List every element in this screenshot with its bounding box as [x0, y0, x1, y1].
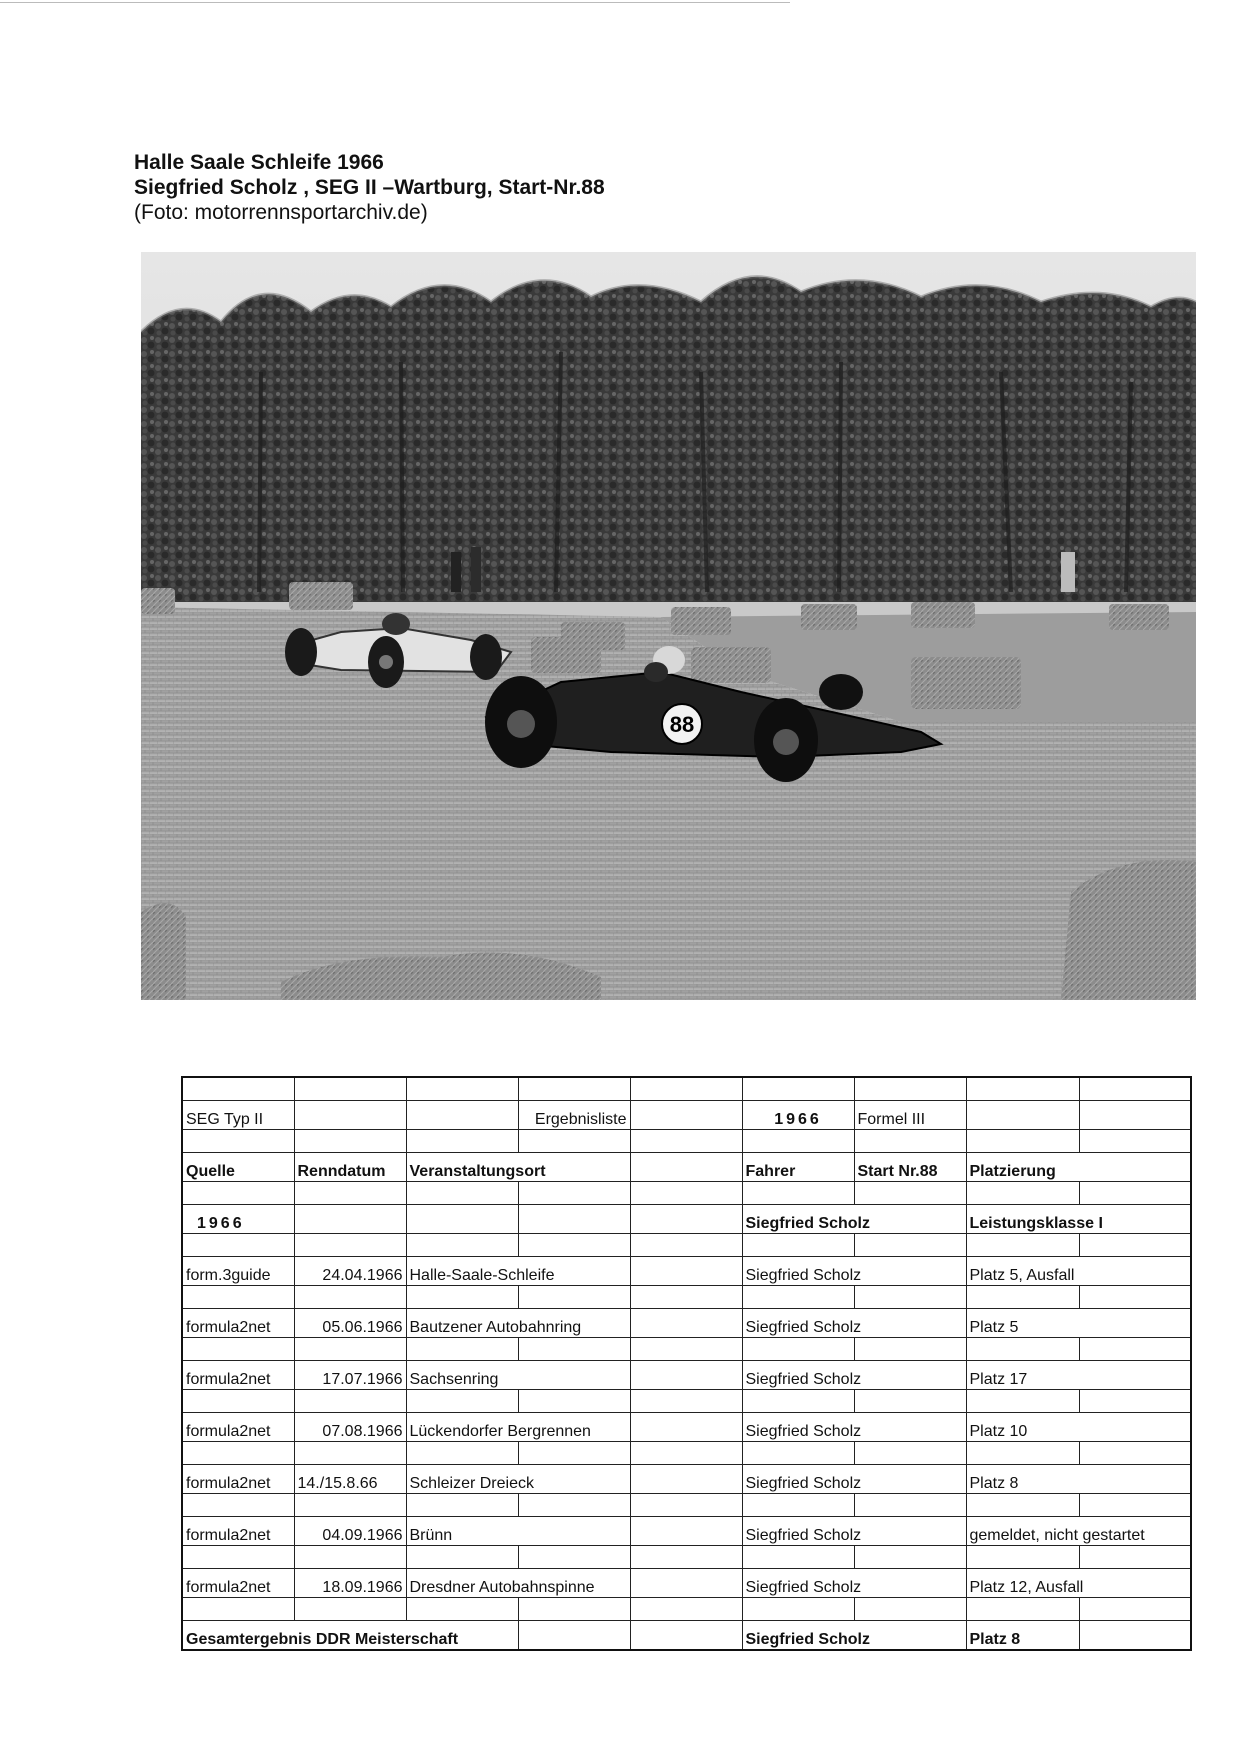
row-driver: Siegfried Scholz	[742, 1413, 966, 1442]
table-spacer-row	[182, 1130, 1191, 1153]
race-photo	[141, 252, 1196, 1000]
col-header-start-number: Start Nr.88	[854, 1153, 966, 1182]
row-date: 24.04.1966	[294, 1257, 406, 1286]
table-row	[182, 1413, 1191, 1442]
col-header-placing: Platzierung	[966, 1153, 1191, 1182]
table-row	[182, 1569, 1191, 1598]
table-row	[182, 1257, 1191, 1286]
table-spacer-row	[182, 1546, 1191, 1569]
season-year: 1966	[742, 1101, 854, 1130]
table-section-row	[182, 1205, 1191, 1234]
table-spacer-row	[182, 1286, 1191, 1309]
table-spacer-row	[182, 1390, 1191, 1413]
col-header-date: Renndatum	[294, 1153, 406, 1182]
table-row	[182, 1517, 1191, 1546]
formula-class: Formel III	[854, 1101, 966, 1130]
row-date: 18.09.1966	[294, 1569, 406, 1598]
col-header-driver: Fahrer	[742, 1153, 854, 1182]
row-placing: gemeldet, nicht gestartet	[966, 1517, 1191, 1546]
row-driver: Siegfried Scholz	[742, 1465, 966, 1494]
row-source: form.3guide	[182, 1257, 294, 1286]
results-table	[181, 1076, 1192, 1651]
row-placing: Platz 17	[966, 1361, 1191, 1390]
table-row	[182, 1309, 1191, 1338]
row-venue: Halle-Saale-Schleife	[406, 1257, 630, 1286]
row-date: 17.07.1966	[294, 1361, 406, 1390]
table-spacer-row	[182, 1338, 1191, 1361]
total-label: Gesamtergebnis DDR Meisterschaft	[182, 1621, 518, 1651]
row-placing: Platz 5, Ausfall	[966, 1257, 1191, 1286]
row-source: formula2net	[182, 1569, 294, 1598]
row-venue: Sachsenring	[406, 1361, 630, 1390]
row-venue: Brünn	[406, 1517, 630, 1546]
col-header-source: Quelle	[182, 1153, 294, 1182]
caption-title: Halle Saale Schleife 1966	[134, 151, 384, 174]
caption-block	[134, 150, 605, 225]
table-row	[182, 1465, 1191, 1494]
row-source: formula2net	[182, 1465, 294, 1494]
table-spacer-row	[182, 1494, 1191, 1517]
table-spacer-row	[182, 1077, 1191, 1101]
table-header-row	[182, 1153, 1191, 1182]
total-driver: Siegfried Scholz	[742, 1621, 966, 1651]
car-number: 88	[669, 712, 695, 737]
top-border-line	[0, 2, 790, 3]
table-row	[182, 1361, 1191, 1390]
row-source: formula2net	[182, 1413, 294, 1442]
section-year: 1966	[182, 1205, 294, 1234]
row-driver: Siegfried Scholz	[742, 1569, 966, 1598]
row-driver: Siegfried Scholz	[742, 1517, 966, 1546]
row-placing: Platz 12, Ausfall	[966, 1569, 1191, 1598]
row-date: 05.06.1966	[294, 1309, 406, 1338]
caption-photo-credit: (Foto: motorrennsportarchiv.de)	[134, 201, 428, 224]
row-venue: Bautzener Autobahnring	[406, 1309, 630, 1338]
caption-driver: Siegfried Scholz , SEG II –Wartburg, Start-Nr.88	[134, 176, 605, 199]
table-title-row	[182, 1101, 1191, 1130]
race-photo-svg	[141, 252, 1196, 1000]
table-spacer-row	[182, 1442, 1191, 1465]
row-driver: Siegfried Scholz	[742, 1257, 966, 1286]
row-source: formula2net	[182, 1361, 294, 1390]
table-spacer-row	[182, 1234, 1191, 1257]
row-placing: Platz 5	[966, 1309, 1191, 1338]
row-venue: Lückendorfer Bergrennen	[406, 1413, 630, 1442]
table-total-row	[182, 1621, 1191, 1651]
row-venue: Dresdner Autobahnspinne	[406, 1569, 630, 1598]
row-venue: Schleizer Dreieck	[406, 1465, 630, 1494]
row-driver: Siegfried Scholz	[742, 1309, 966, 1338]
row-date: 14./15.8.66	[294, 1465, 406, 1494]
total-placing: Platz 8	[966, 1621, 1079, 1651]
table-spacer-row	[182, 1598, 1191, 1621]
row-placing: Platz 8	[966, 1465, 1191, 1494]
row-date: 07.08.1966	[294, 1413, 406, 1442]
section-driver: Siegfried Scholz	[742, 1205, 966, 1234]
row-driver: Siegfried Scholz	[742, 1361, 966, 1390]
section-class: Leistungsklasse I	[966, 1205, 1191, 1234]
row-source: formula2net	[182, 1309, 294, 1338]
table-spacer-row	[182, 1182, 1191, 1205]
col-header-venue: Veranstaltungsort	[406, 1153, 630, 1182]
model-label: SEG Typ II	[182, 1101, 294, 1130]
results-list-label: Ergebnisliste	[518, 1101, 630, 1130]
row-placing: Platz 10	[966, 1413, 1191, 1442]
row-source: formula2net	[182, 1517, 294, 1546]
row-date: 04.09.1966	[294, 1517, 406, 1546]
